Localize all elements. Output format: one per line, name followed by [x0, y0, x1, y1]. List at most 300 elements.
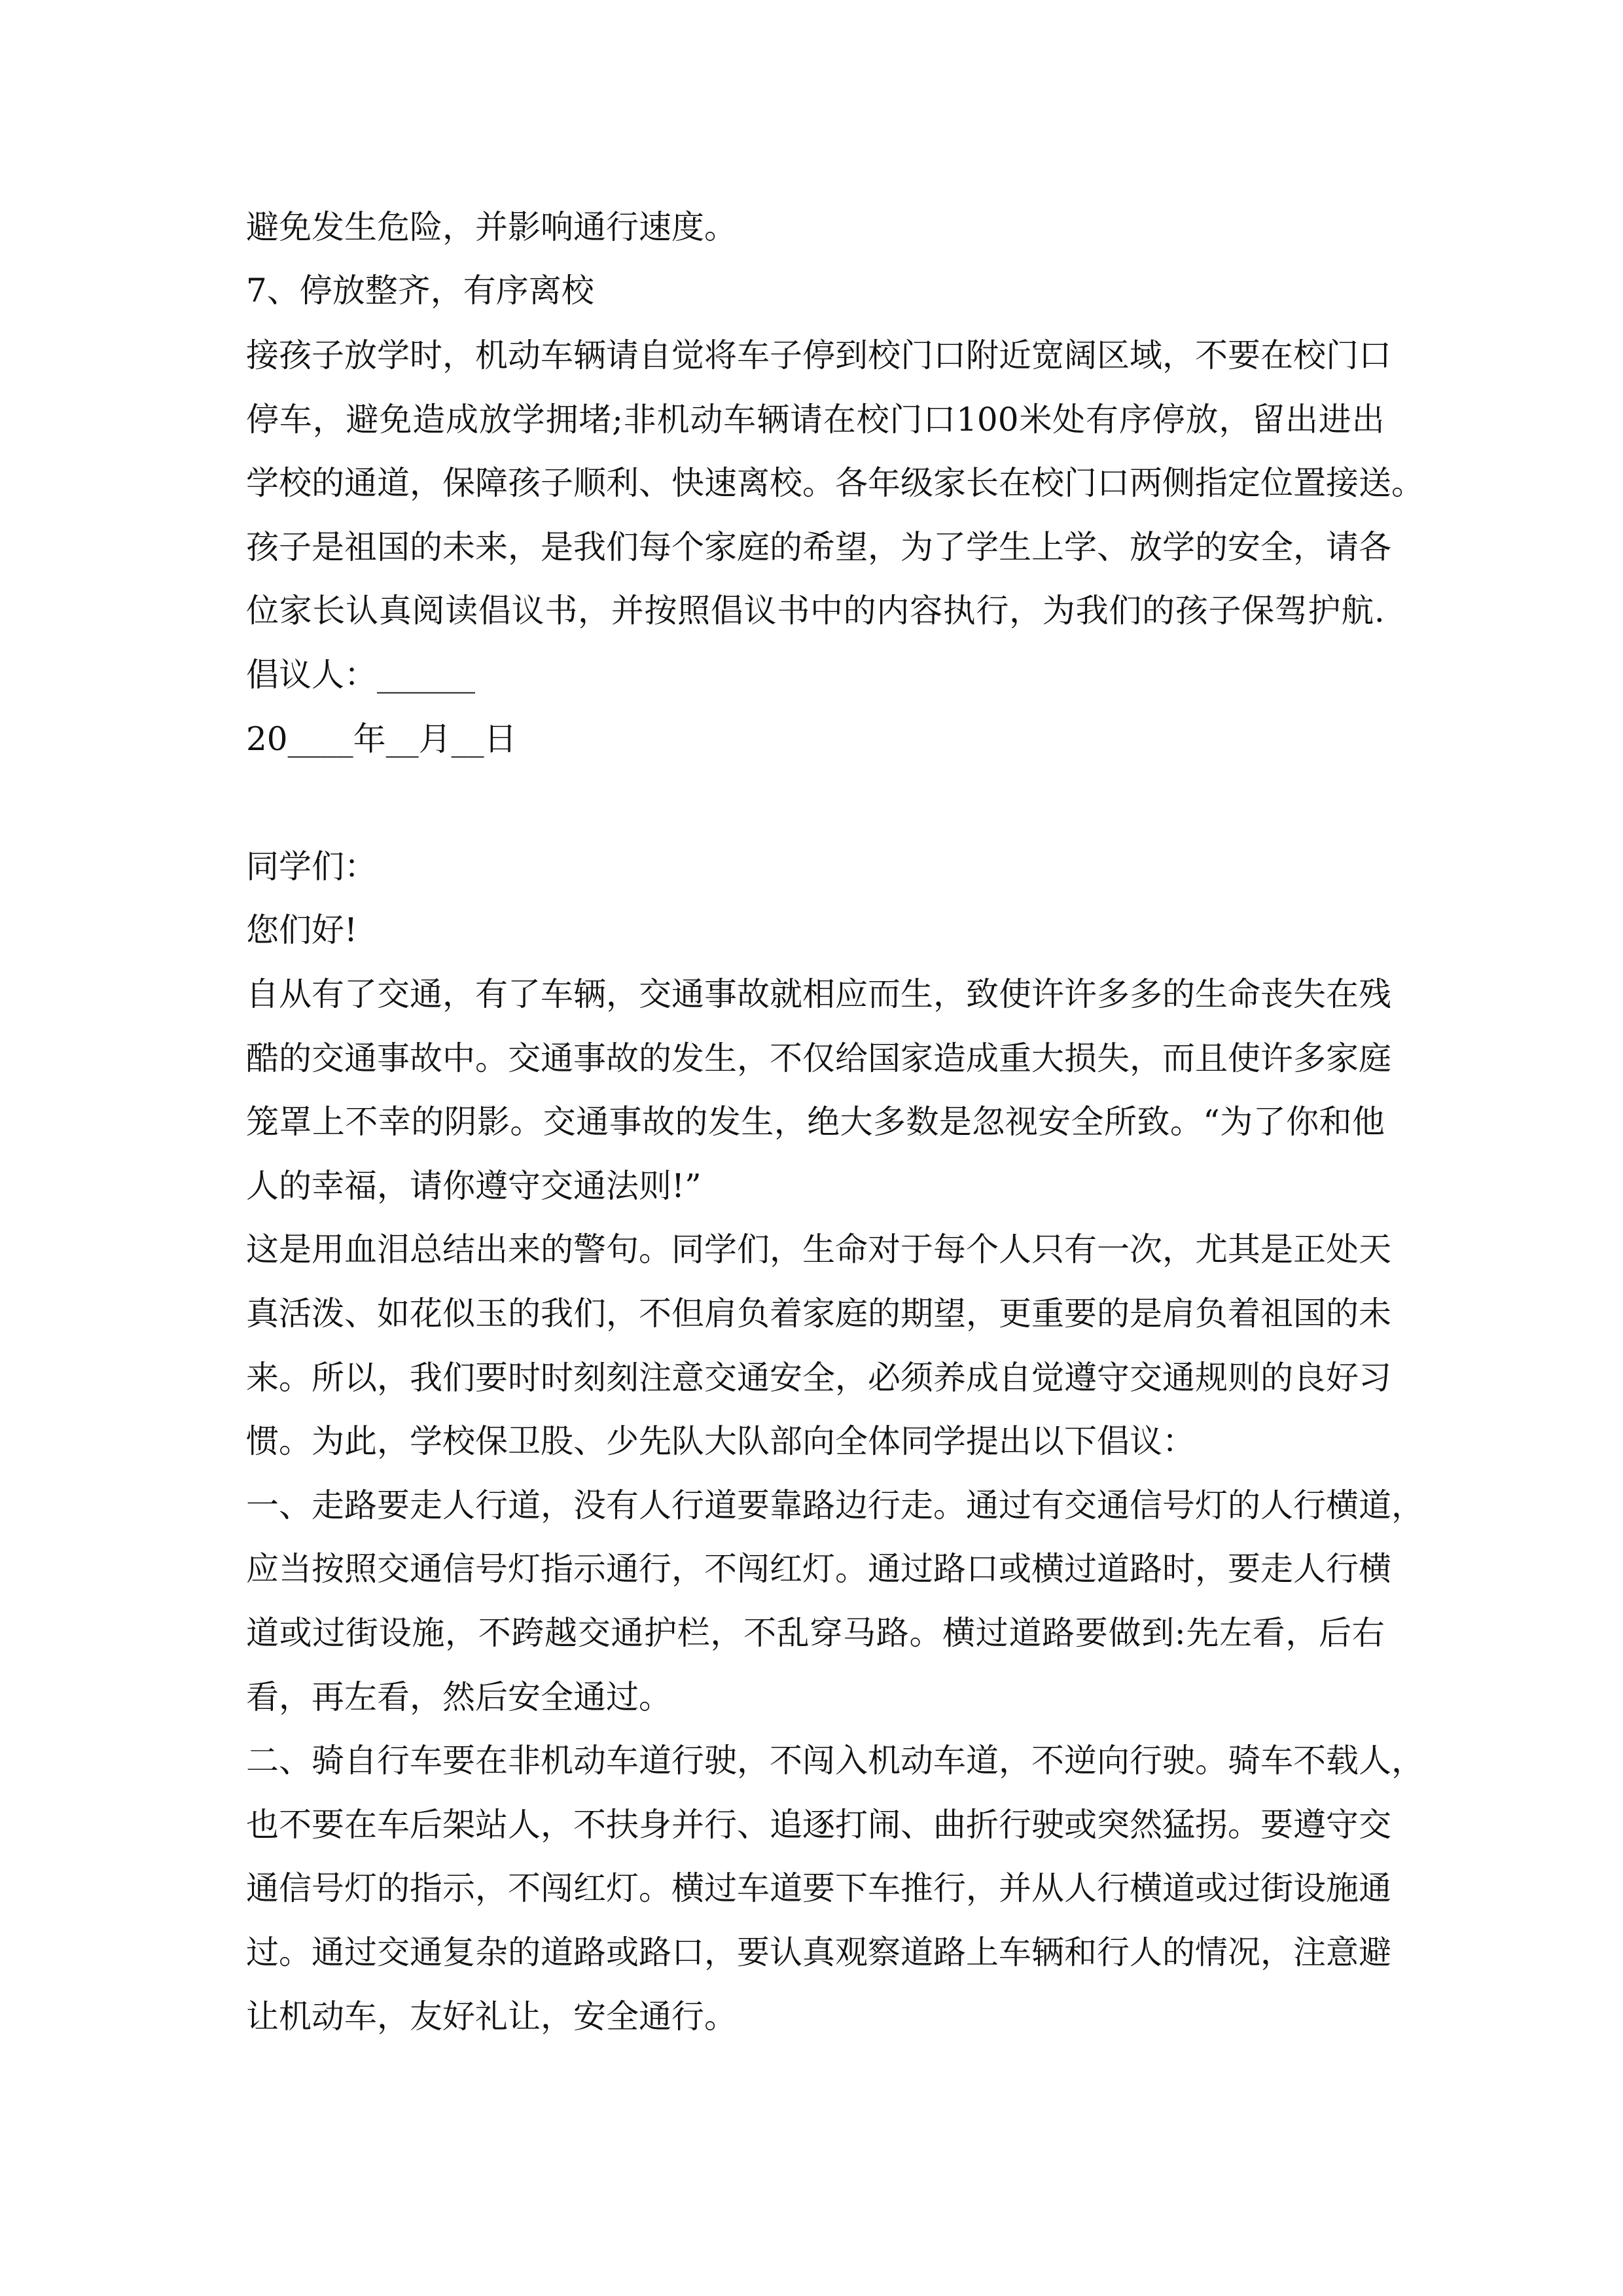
- glyph: 望: [933, 1295, 966, 1333]
- glyph: 你: [1286, 1103, 1319, 1141]
- text-line-4: [246, 399, 1385, 440]
- glyph: 生: [1195, 975, 1228, 1013]
- glyph: ，: [312, 401, 346, 439]
- glyph: 不: [770, 1039, 802, 1077]
- glyph: 校: [770, 464, 802, 502]
- glyph: 家: [802, 1295, 835, 1333]
- glyph: 行: [704, 1806, 737, 1844]
- glyph: 处: [1326, 1230, 1359, 1268]
- glyph: 许: [1031, 975, 1064, 1013]
- glyph: 道: [541, 1933, 573, 1971]
- glyph: 附: [966, 336, 999, 374]
- glyph: 不: [478, 1614, 511, 1652]
- glyph: 车: [377, 1806, 410, 1844]
- glyph: 、: [279, 1486, 312, 1524]
- glyph: 。: [639, 1230, 671, 1268]
- glyph: 、: [737, 1806, 770, 1844]
- glyph: 的: [1260, 1359, 1293, 1397]
- glyph: 影: [476, 1103, 510, 1141]
- glyph: 们: [1109, 592, 1142, 630]
- glyph: 动: [901, 1742, 933, 1780]
- text-line-6: [246, 527, 1391, 567]
- glyph: 序: [1118, 401, 1152, 439]
- glyph: 追: [770, 1806, 802, 1844]
- glyph: 照: [344, 1550, 377, 1588]
- glyph: 道: [770, 1869, 802, 1907]
- glyph: 是: [938, 1103, 972, 1141]
- glyph: 时: [508, 1359, 541, 1397]
- glyph: 重: [999, 1039, 1031, 1077]
- glyph: 横: [1130, 1869, 1162, 1907]
- glyph: 进: [1318, 401, 1351, 439]
- glyph: 损: [1064, 1039, 1097, 1077]
- glyph: 相: [802, 975, 835, 1013]
- glyph: 通: [966, 1486, 999, 1524]
- glyph: 门: [901, 336, 933, 374]
- glyph: 级: [901, 464, 933, 502]
- glyph: 丧: [1260, 975, 1293, 1013]
- glyph: 要: [1228, 1550, 1260, 1588]
- glyph: 接: [1326, 464, 1359, 502]
- glyph: 事: [704, 975, 737, 1013]
- glyph: 、: [1097, 528, 1130, 566]
- glyph: 边: [835, 1486, 868, 1524]
- glyph: 过: [704, 1869, 737, 1907]
- glyph: 非: [623, 401, 656, 439]
- glyph: 示: [573, 1550, 606, 1588]
- glyph: 负: [1195, 1295, 1228, 1333]
- glyph: 置: [1293, 464, 1326, 502]
- glyph: 门: [889, 401, 923, 439]
- glyph: 。: [835, 1550, 868, 1588]
- glyph: 号: [475, 1550, 508, 1588]
- glyph: 了: [1253, 1103, 1286, 1141]
- glyph: 应: [246, 1550, 279, 1588]
- glyph: “: [1203, 1103, 1220, 1141]
- glyph: 示: [442, 1869, 475, 1907]
- glyph: 堵: [579, 401, 612, 439]
- glyph: 猛: [1162, 1806, 1195, 1844]
- glyph: 家: [1326, 1039, 1359, 1077]
- glyph: 国: [1293, 1295, 1326, 1333]
- glyph: 位: [246, 592, 279, 630]
- glyph: 交: [704, 1359, 737, 1397]
- glyph: 车: [279, 401, 312, 439]
- glyph: 不: [573, 1806, 606, 1844]
- glyph: 重: [1031, 1295, 1064, 1333]
- glyph: 通: [606, 1550, 639, 1588]
- glyph: 故: [642, 1103, 675, 1141]
- glyph: 长: [966, 464, 999, 502]
- glyph: 放: [478, 401, 512, 439]
- glyph: 逐: [802, 1806, 835, 1844]
- glyph: ，: [770, 1230, 802, 1268]
- glyph: 机: [541, 1742, 573, 1780]
- glyph: 要: [1260, 1806, 1293, 1844]
- glyph: 留: [1252, 401, 1285, 439]
- glyph: 车: [737, 1869, 770, 1907]
- glyph: 是: [312, 528, 344, 566]
- glyph: ，: [999, 1742, 1031, 1780]
- glyph: 的: [1162, 1933, 1195, 1971]
- text-line-1: 避免发生危险，并影响通行速度。: [246, 208, 737, 246]
- glyph: 两: [1130, 464, 1162, 502]
- glyph: 乱: [776, 1614, 810, 1652]
- glyph: 是: [1130, 1295, 1162, 1333]
- glyph: 车: [606, 1742, 639, 1780]
- glyph: 。: [279, 1359, 312, 1397]
- glyph: 以: [344, 1359, 377, 1397]
- glyph: 交: [377, 1550, 410, 1588]
- glyph: 了: [344, 975, 377, 1013]
- glyph: 车: [868, 1869, 901, 1907]
- glyph: 长: [312, 592, 346, 630]
- glyph: 阴: [444, 1103, 477, 1141]
- glyph: 交: [312, 1039, 344, 1077]
- glyph: 或: [279, 1614, 312, 1652]
- glyph: 骑: [1228, 1742, 1260, 1780]
- glyph: 行: [933, 1869, 966, 1907]
- date-line: 20____年__月__日: [246, 720, 517, 758]
- glyph: 们: [442, 1359, 475, 1397]
- glyph: 造: [933, 1039, 966, 1077]
- glyph: 有: [1031, 1486, 1064, 1524]
- glyph: ，: [1162, 336, 1195, 374]
- glyph: 笼: [246, 1103, 279, 1141]
- glyph: 然: [1130, 1806, 1162, 1844]
- glyph: 辆: [1031, 1933, 1064, 1971]
- glyph: 泼: [312, 1295, 344, 1333]
- glyph: 道: [1162, 1869, 1195, 1907]
- glyph: 打: [835, 1806, 868, 1844]
- glyph: 折: [966, 1806, 999, 1844]
- glyph: 的: [675, 1103, 708, 1141]
- glyph: 许: [1260, 1039, 1293, 1077]
- glyph: 动: [573, 1742, 606, 1780]
- glyph: ，: [868, 528, 901, 566]
- glyph: 行: [1293, 1486, 1326, 1524]
- glyph: 祖: [344, 528, 377, 566]
- glyph: 顺: [573, 464, 606, 502]
- glyph: 良: [1293, 1359, 1326, 1397]
- glyph: 来: [508, 1230, 541, 1268]
- glyph: ，: [1293, 528, 1326, 566]
- glyph: ，: [966, 1869, 999, 1907]
- glyph: 所: [312, 1359, 344, 1397]
- glyph: 正: [1293, 1230, 1326, 1268]
- glyph: 必: [868, 1359, 901, 1397]
- glyph: 身: [639, 1806, 671, 1844]
- glyph: 马: [843, 1614, 876, 1652]
- glyph: 书: [777, 592, 810, 630]
- glyph: 道: [508, 1486, 541, 1524]
- glyph: 的: [541, 1230, 573, 1268]
- text-line-12: [246, 974, 1391, 1014]
- glyph: ，: [606, 975, 639, 1013]
- glyph: 停: [802, 336, 835, 374]
- glyph: ，: [1195, 1550, 1228, 1588]
- glyph: 并: [671, 1806, 704, 1844]
- glyph: 为: [901, 528, 933, 566]
- glyph: 要: [475, 1359, 508, 1397]
- glyph: 信: [1130, 1486, 1162, 1524]
- glyph: 或: [606, 1933, 639, 1971]
- glyph: 上: [966, 1933, 999, 1971]
- glyph: 活: [279, 1295, 312, 1333]
- glyph: 过: [901, 1550, 933, 1588]
- glyph: 同: [671, 1230, 704, 1268]
- glyph: 不: [279, 1806, 312, 1844]
- glyph: 、: [639, 464, 671, 502]
- glyph: 孩: [508, 464, 541, 502]
- text-line-16: [246, 1229, 1391, 1270]
- glyph: 施: [412, 1614, 445, 1652]
- glyph: 着: [1228, 1295, 1260, 1333]
- text-line-15: 人的幸福，请你遵守交通法则!”: [246, 1167, 702, 1205]
- glyph: 的: [508, 1295, 541, 1333]
- glyph: 放: [344, 336, 377, 374]
- glyph: 生: [704, 1039, 737, 1077]
- glyph: 门: [1064, 464, 1097, 502]
- glyph: 过: [312, 1614, 346, 1652]
- glyph: 过: [999, 1486, 1031, 1524]
- glyph: 自: [344, 1742, 377, 1780]
- glyph: 交: [1359, 1806, 1391, 1844]
- glyph: 横: [1031, 1550, 1064, 1588]
- glyph: ，: [966, 1295, 999, 1333]
- glyph: 成: [445, 401, 478, 439]
- glyph: 的: [843, 592, 876, 630]
- glyph: 负: [737, 1295, 770, 1333]
- glyph: 故: [606, 1039, 639, 1077]
- glyph: 道: [1359, 1486, 1391, 1524]
- glyph: 真: [246, 1295, 279, 1333]
- glyph: 并: [999, 1869, 1031, 1907]
- glyph: ，: [737, 1742, 770, 1780]
- glyph: 未: [442, 528, 475, 566]
- glyph: 没: [573, 1486, 606, 1524]
- glyph: 定: [1228, 464, 1260, 502]
- glyph: 送: [1359, 464, 1391, 502]
- glyph: 、: [901, 1806, 933, 1844]
- glyph: 。: [279, 1933, 312, 1971]
- glyph: 则: [1228, 1359, 1260, 1397]
- glyph: 利: [606, 464, 639, 502]
- glyph: 一: [1097, 1230, 1130, 1268]
- glyph: 阅: [412, 592, 445, 630]
- glyph: 学: [704, 1230, 737, 1268]
- glyph: 我: [410, 1359, 442, 1397]
- glyph: 后: [1319, 1614, 1352, 1652]
- glyph: 倡: [710, 592, 743, 630]
- glyph: 走: [901, 1486, 933, 1524]
- glyph: 我: [541, 1295, 573, 1333]
- glyph: ，: [1260, 1933, 1293, 1971]
- glyph: 有: [606, 1486, 639, 1524]
- glyph: 不: [770, 1742, 802, 1780]
- glyph: 通: [611, 1614, 644, 1652]
- glyph: 。: [1228, 1806, 1260, 1844]
- glyph: 路: [1130, 1550, 1162, 1588]
- glyph: 家: [279, 592, 312, 630]
- glyph: 刻: [606, 1359, 639, 1397]
- glyph: 号: [1162, 1486, 1195, 1524]
- glyph: 拥: [545, 401, 579, 439]
- glyph: 肩: [1162, 1295, 1195, 1333]
- glyph: 时: [410, 336, 442, 374]
- glyph: 人: [1359, 1742, 1391, 1780]
- glyph: 学: [1162, 528, 1195, 566]
- glyph: 庭: [1359, 1039, 1391, 1077]
- glyph: ，: [933, 975, 966, 1013]
- glyph: 保: [1241, 592, 1275, 630]
- glyph: 。: [1391, 464, 1424, 502]
- glyph: 通: [344, 1039, 377, 1077]
- glyph: 安: [1038, 1103, 1071, 1141]
- glyph: 给: [835, 1039, 868, 1077]
- glyph: 米: [1019, 401, 1052, 439]
- glyph: 门: [1326, 336, 1359, 374]
- glyph: 致: [966, 975, 999, 1013]
- glyph: 口: [671, 1933, 704, 1971]
- glyph: 停: [1152, 401, 1185, 439]
- glyph: 祖: [1260, 1295, 1293, 1333]
- glyph: 并: [611, 592, 644, 630]
- glyph: 通: [868, 1550, 901, 1588]
- glyph: 失: [1097, 1039, 1130, 1077]
- glyph: 要: [1064, 1295, 1097, 1333]
- glyph: 驶: [1031, 1806, 1064, 1844]
- glyph: 了: [933, 528, 966, 566]
- glyph: 灯: [802, 1550, 835, 1588]
- glyph: 希: [802, 528, 835, 566]
- glyph: ，: [410, 464, 442, 502]
- glyph: 校: [1031, 464, 1064, 502]
- glyph: 国: [377, 528, 410, 566]
- glyph: 真: [802, 1933, 835, 1971]
- glyph: 许: [1064, 975, 1097, 1013]
- glyph: 出: [475, 1230, 508, 1268]
- glyph: 护: [644, 1614, 677, 1652]
- glyph: 拐: [1195, 1806, 1228, 1844]
- glyph: 通: [576, 1103, 609, 1141]
- glyph: 学: [512, 401, 545, 439]
- glyph: 情: [1195, 1933, 1228, 1971]
- glyph: 非: [508, 1742, 541, 1780]
- glyph: 使: [999, 975, 1031, 1013]
- glyph: ，: [442, 975, 475, 1013]
- glyph: 。: [475, 1039, 508, 1077]
- glyph: 人: [1130, 1933, 1162, 1971]
- glyph: 血: [344, 1230, 377, 1268]
- glyph: 庭: [737, 528, 770, 566]
- glyph: 快: [671, 464, 704, 502]
- glyph: 读: [445, 592, 478, 630]
- glyph: 上: [1031, 528, 1064, 566]
- glyph: 绝: [807, 1103, 840, 1141]
- glyph: ，: [445, 1614, 478, 1652]
- glyph: 口: [1097, 464, 1130, 502]
- glyph: 二: [246, 1742, 279, 1780]
- glyph: 好: [1326, 1359, 1359, 1397]
- glyph: 学: [246, 464, 279, 502]
- glyph: 左: [1219, 1614, 1253, 1652]
- glyph: 人: [1064, 1869, 1097, 1907]
- glyph: 学: [377, 336, 410, 374]
- glyph: 域: [1130, 336, 1162, 374]
- glyph: 走: [1260, 1550, 1293, 1588]
- glyph: 从: [279, 975, 312, 1013]
- glyph: 车: [933, 1742, 966, 1780]
- glyph: 的: [377, 1869, 410, 1907]
- glyph: ，: [1285, 1614, 1319, 1652]
- glyph: 中: [442, 1039, 475, 1077]
- glyph: 事: [573, 1039, 606, 1077]
- glyph: 生: [741, 1103, 774, 1141]
- glyph: 观: [835, 1933, 868, 1971]
- glyph: ;: [612, 401, 623, 439]
- glyph: 未: [1359, 1295, 1391, 1333]
- glyph: 速: [704, 464, 737, 502]
- glyph: 们: [737, 1230, 770, 1268]
- glyph: 横: [671, 1869, 704, 1907]
- glyph: ，: [442, 336, 475, 374]
- glyph: 不: [1293, 1742, 1326, 1780]
- glyph: 生: [901, 975, 933, 1013]
- glyph: 似: [442, 1295, 475, 1333]
- glyph: 过: [1228, 1869, 1260, 1907]
- glyph: 但: [671, 1295, 704, 1333]
- glyph: 道: [1008, 1614, 1042, 1652]
- glyph: 放: [1185, 401, 1219, 439]
- glyph: 们: [606, 528, 639, 566]
- glyph: 机: [475, 336, 508, 374]
- glyph: 自: [639, 336, 671, 374]
- glyph: 成: [966, 1039, 999, 1077]
- glyph: 不: [345, 1103, 378, 1141]
- glyph: 逆: [1064, 1742, 1097, 1780]
- glyph: 期: [901, 1295, 933, 1333]
- glyph: 他: [1351, 1103, 1385, 1141]
- glyph: 在: [344, 1806, 377, 1844]
- glyph: 停: [246, 401, 279, 439]
- glyph: 位: [1260, 464, 1293, 502]
- glyph: 要: [442, 1742, 475, 1780]
- glyph: 每: [639, 528, 671, 566]
- glyph: 出: [1351, 401, 1385, 439]
- glyph: 遵: [1293, 1806, 1326, 1844]
- glyph: 警: [573, 1230, 606, 1268]
- glyph: 校: [856, 401, 889, 439]
- glyph: 或: [1064, 1806, 1097, 1844]
- glyph: 真: [378, 592, 412, 630]
- glyph: 发: [671, 1039, 704, 1077]
- glyph: 和: [1319, 1103, 1352, 1141]
- glyph: 口: [923, 401, 956, 439]
- glyph: ，: [710, 1614, 743, 1652]
- glyph: 交: [543, 1103, 576, 1141]
- glyph: 灯: [1195, 1486, 1228, 1524]
- glyph: 的: [1097, 1295, 1130, 1333]
- glyph: 交: [1130, 1359, 1162, 1397]
- glyph: 全: [1071, 1103, 1104, 1141]
- glyph: 通: [410, 1550, 442, 1588]
- glyph: 指: [410, 1869, 442, 1907]
- glyph: 而: [1162, 1039, 1195, 1077]
- glyph: 我: [1075, 592, 1109, 630]
- text-line-25: [246, 1804, 1391, 1845]
- glyph: 路: [876, 1614, 909, 1652]
